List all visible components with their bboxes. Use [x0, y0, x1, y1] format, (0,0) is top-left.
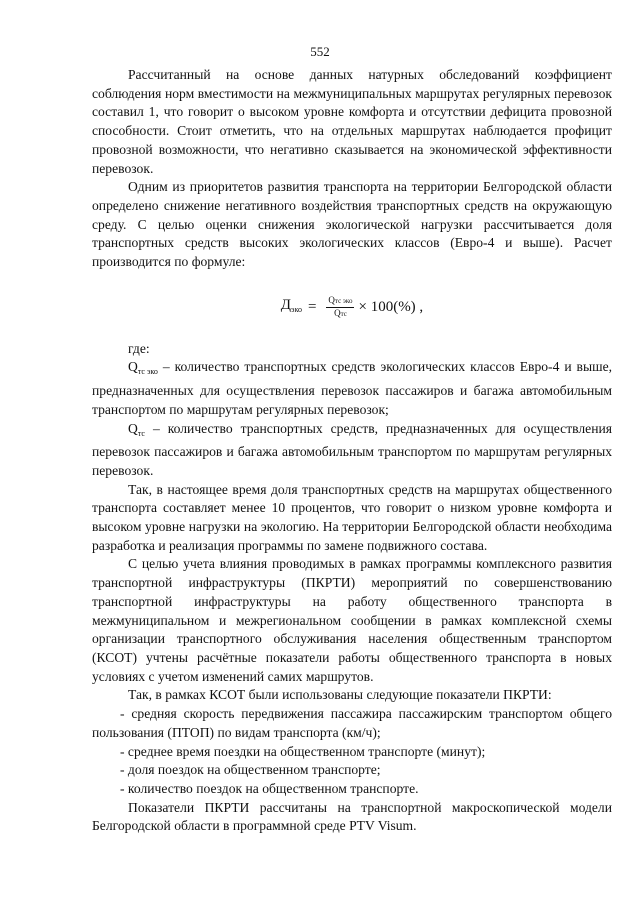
- paragraph-pkrti: С целью учета влияния проводимых в рамках программы комплексного развития транспортной инфраструктуры (ПКРТИ) мероприятий по совершенствованию транспортной инфраструктуры на работу общественного транспорта в межмуниципальном и межрегиональном сообщении в рамках комплексной схемы организации транспортного обслуживания населения общественным транспортом (КСОТ) учтены расчётные показатели работы общественного транспорта в новых условиях с учетом изменений самих маршрутов.: [92, 556, 612, 684]
- list-item: - среднее время поездки на общественном транспорте (минут);: [120, 743, 486, 759]
- formula-numerator: Qтс эко: [326, 295, 354, 308]
- formula-rhs: × 100(%) ,: [358, 299, 424, 316]
- list-item: - количество поездок на общественном транспорте.: [120, 780, 419, 796]
- paragraph-model: Показатели ПКРТИ рассчитаны на транспортной макроскопической модели Белгородской области в программной среде PTV Visum.: [92, 799, 612, 834]
- list-item: - средняя скорость передвижения пассажира пассажирским транспортом общего пользования (ПТОП) по видам транспорта (км/ч);: [92, 706, 612, 740]
- list-item: - доля поездок на общественном транспорте;: [120, 762, 381, 778]
- paragraph-fleet-share: Так, в настоящее время доля транспортных средств на маршрутах общественного транспорта составляет менее 10 процентов, что говорит о низком уровне комфорта и высоком уровне нагрузки на экологию. На территории Белгородской области необходима разработка и реализация программы по замене подвижного состава.: [92, 481, 612, 553]
- formula-fraction: [326, 295, 354, 320]
- formula: [92, 290, 612, 326]
- paragraph-capacity: Рассчитанный на основе данных натурных обследований коэффициент соблюдения норм вместимости на межмуниципальных маршрутах регулярных перевозок составил 1, что говорит о высоком уровне комфорта и отсутствии дефицита провозной способности. Стоит отметить, что на отдельных маршрутах наблюдается профицит провозной возможности, что негативно сказывается на экономической эффективности перевозок.: [92, 67, 612, 176]
- page-number: 552: [310, 44, 330, 59]
- document-body: [92, 66, 612, 836]
- formula-lhs: $Д_{эко}$: [280, 296, 302, 314]
- formula-denominator: Qтс: [334, 308, 347, 319]
- paragraph-ecology: Одним из приоритетов развития транспорта на территории Белгородской области определено снижение негативного воздействия транспортных средств на окружающую среду. С целью оценки снижения экологической нагрузки рассчитывается доля транспортных средств высоких экологических классов (Евро-4 и выше). Расчет производится по формуле:: [92, 179, 612, 270]
- definition-q-total: $Q_{тс}$ – количество транспортных средств, предназначенных для осуществления перевозок пассажиров и багажа автомобильным транспортом по маршрутам регулярных перевозок.: [92, 420, 612, 478]
- formula-equals: =: [307, 299, 317, 316]
- paragraph-indicators-intro: Так, в рамках КСОТ были использованы следующие показатели ПКРТИ:: [128, 687, 552, 703]
- symbol-q-eco: $Q_{тс эко}$: [128, 359, 158, 377]
- definition-q-eco: $Q_{тс эко}$ – количество транспортных средств экологических классов Евро-4 и выше, предназначенных для осуществления перевозок пассажиров и багажа автомобильным транспортом по маршрутам регулярных перевозок;: [92, 359, 612, 417]
- where-label: где:: [128, 340, 150, 356]
- symbol-q-total: $Q_{тс}$: [128, 420, 145, 438]
